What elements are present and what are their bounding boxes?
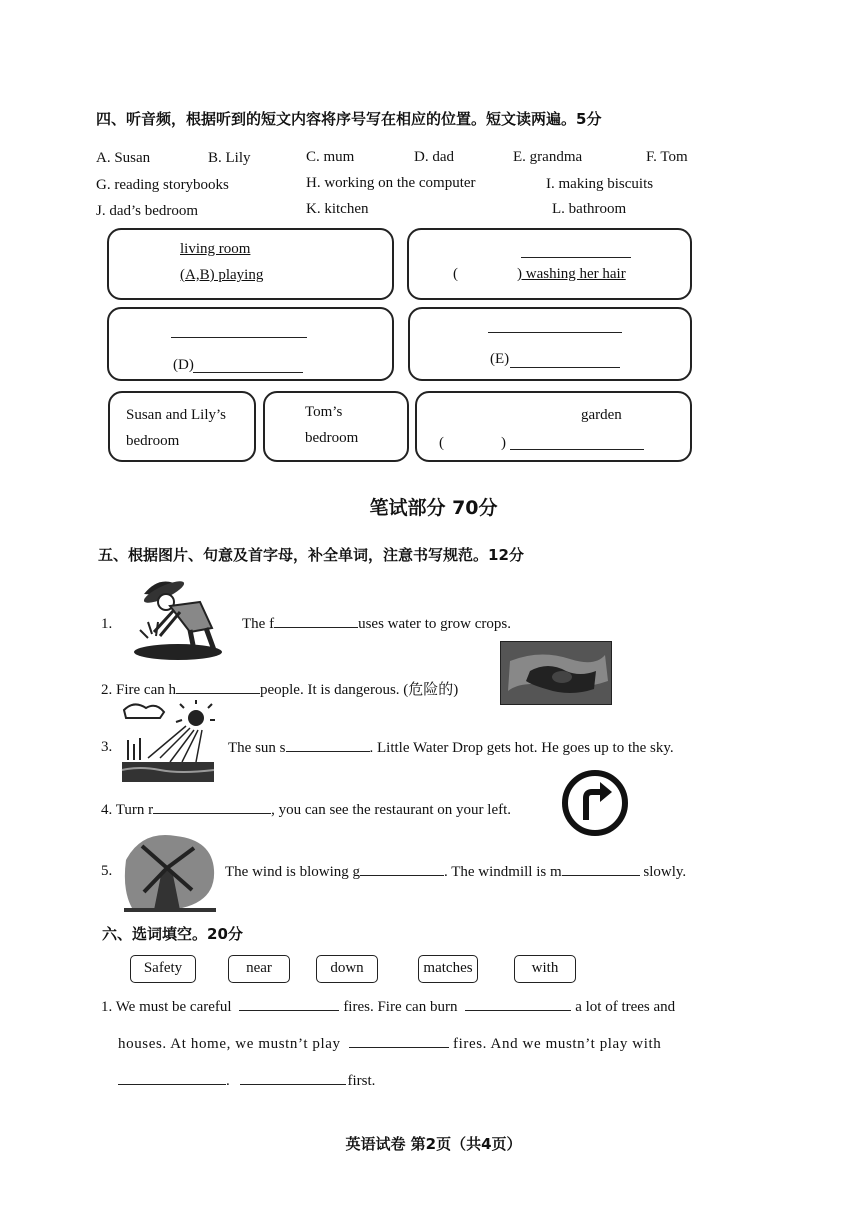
option-h: H. working on the computer: [306, 175, 476, 191]
written-part-title: 笔试部分 70分: [369, 497, 498, 519]
option-c: C. mum: [306, 149, 355, 165]
q5-3-post: . Little Water Drop gets hot. He goes up to the sky.: [369, 740, 674, 756]
box-toms-bedroom: [263, 391, 409, 462]
option-i: I. making biscuits: [546, 176, 654, 192]
box-garden: [415, 391, 692, 462]
box-susan-lily-bedroom: [108, 391, 256, 462]
word-box-near: near: [228, 955, 290, 983]
section-6-heading: 六、选词填空。20分: [102, 925, 243, 943]
q5-5-blank-2[interactable]: [562, 863, 640, 876]
q6-1-line1: [101, 998, 675, 1016]
box-washing: [407, 228, 692, 300]
q6-1-blank-5[interactable]: [240, 1072, 346, 1085]
section-5-heading: 五、根据图片、句意及首字母，补全单词，注意书写规范。12分: [98, 546, 524, 564]
box-d: [107, 307, 394, 381]
word-box-with: with: [514, 955, 576, 983]
q5-5-mid: . The windmill is m: [444, 864, 562, 880]
q5-5-sentence: [225, 863, 686, 881]
toms-line2: bedroom: [305, 430, 359, 446]
susan-lily-line1: Susan and Lily’s: [126, 407, 226, 423]
box-living-room: [107, 228, 394, 300]
living-room-label: living room: [180, 241, 251, 257]
q5-4-pre: Turn r: [115, 802, 154, 818]
q6-1-blank-2[interactable]: [465, 998, 571, 1011]
q5-1-pre: The f: [242, 616, 275, 632]
section-4-heading: 四、听音频，根据听到的短文内容将序号写在相应的位置。短文读两遍。5分: [96, 110, 602, 128]
d-room-blank[interactable]: [171, 337, 307, 338]
q5-2-post: people. It is dangerous. (危险的): [259, 682, 459, 698]
e-room-blank[interactable]: [488, 332, 622, 333]
q5-2-blank[interactable]: [176, 681, 260, 694]
q6-1-blank-1[interactable]: [239, 998, 339, 1011]
option-j: J. dad’s bedroom: [96, 203, 199, 219]
d-activity-blank[interactable]: [193, 372, 303, 373]
q5-5-pre: The wind is blowing g: [225, 864, 360, 880]
e-activity-blank[interactable]: [510, 367, 620, 368]
q6-1-l2a: houses. At home, we mustn’t play: [118, 1036, 341, 1052]
e-label: (E): [490, 351, 510, 367]
q6-1-line2: [118, 1035, 661, 1053]
option-d: D. dad: [414, 149, 454, 165]
q5-4-sentence: [101, 801, 511, 819]
q5-5-num: 5.: [101, 863, 113, 879]
q5-2-pre: Fire can h: [116, 682, 176, 698]
q5-1-sentence: [242, 615, 511, 633]
q5-5-blank-1[interactable]: [360, 863, 444, 876]
q5-5-post: slowly.: [643, 864, 687, 880]
q6-1-l1c: a lot of trees and: [575, 999, 676, 1015]
ab-playing-label: [180, 267, 263, 284]
q5-4-blank[interactable]: [153, 801, 271, 814]
garden-paren-open: (: [439, 435, 444, 451]
option-a: A. Susan: [96, 150, 151, 166]
garden-activity-blank[interactable]: [510, 449, 644, 450]
turn-right-sign-icon: [560, 768, 630, 838]
q6-1-line3: [118, 1072, 375, 1090]
word-box-down: down: [316, 955, 378, 983]
option-l: L. bathroom: [552, 201, 627, 217]
q5-2-num: 2.: [101, 682, 113, 698]
q5-3-pre: The sun s: [228, 740, 286, 756]
q6-1-l2b: fires. And we mustn’t play with: [453, 1036, 662, 1052]
q5-3-num: 3.: [101, 739, 113, 755]
q5-4-num: 4.: [101, 802, 113, 818]
q6-1-l1a: 1. We must be careful: [101, 999, 232, 1015]
washing-paren-open: (: [453, 266, 458, 282]
q5-4-post: , you can see the restaurant on your left.: [271, 802, 512, 818]
fire-picture: [500, 641, 612, 705]
q5-1-num: 1.: [101, 616, 113, 632]
q5-3-sentence: [228, 739, 674, 757]
word-box-matches: matches: [418, 955, 478, 983]
q5-1-blank[interactable]: [274, 615, 358, 628]
q5-1-post: uses water to grow crops.: [358, 616, 511, 632]
sun-picture: [120, 700, 216, 790]
option-k: K. kitchen: [306, 201, 369, 217]
windmill-picture: [122, 830, 218, 912]
q6-1-l3b: first.: [347, 1073, 376, 1089]
q6-1-blank-3[interactable]: [349, 1035, 449, 1048]
q6-1-l3a: .: [226, 1073, 230, 1089]
q6-1-l1b: fires. Fire can burn: [343, 999, 458, 1015]
d-label: (D): [173, 357, 194, 373]
garden-paren-close: ): [501, 435, 506, 451]
susan-lily-line2: bedroom: [126, 433, 180, 449]
q5-2-sentence: [101, 678, 458, 699]
toms-line1: Tom’s: [305, 404, 343, 420]
word-box-safety: Safety: [130, 955, 196, 983]
ab-playing-text: (A,B) playing: [180, 267, 264, 283]
option-g: G. reading storybooks: [96, 177, 229, 193]
q6-1-blank-4[interactable]: [118, 1072, 226, 1085]
garden-label: garden: [581, 407, 622, 423]
option-e: E. grandma: [513, 149, 583, 165]
option-f: F. Tom: [646, 149, 688, 165]
farmer-picture: [130, 572, 226, 662]
washing-label: ) washing her hair: [517, 266, 626, 282]
option-b: B. Lily: [208, 150, 251, 166]
washing-room-blank[interactable]: [521, 257, 631, 258]
page-footer: 英语试卷 第2页（共4页）: [345, 1135, 522, 1153]
q5-3-blank[interactable]: [286, 739, 370, 752]
box-e: [408, 307, 692, 381]
